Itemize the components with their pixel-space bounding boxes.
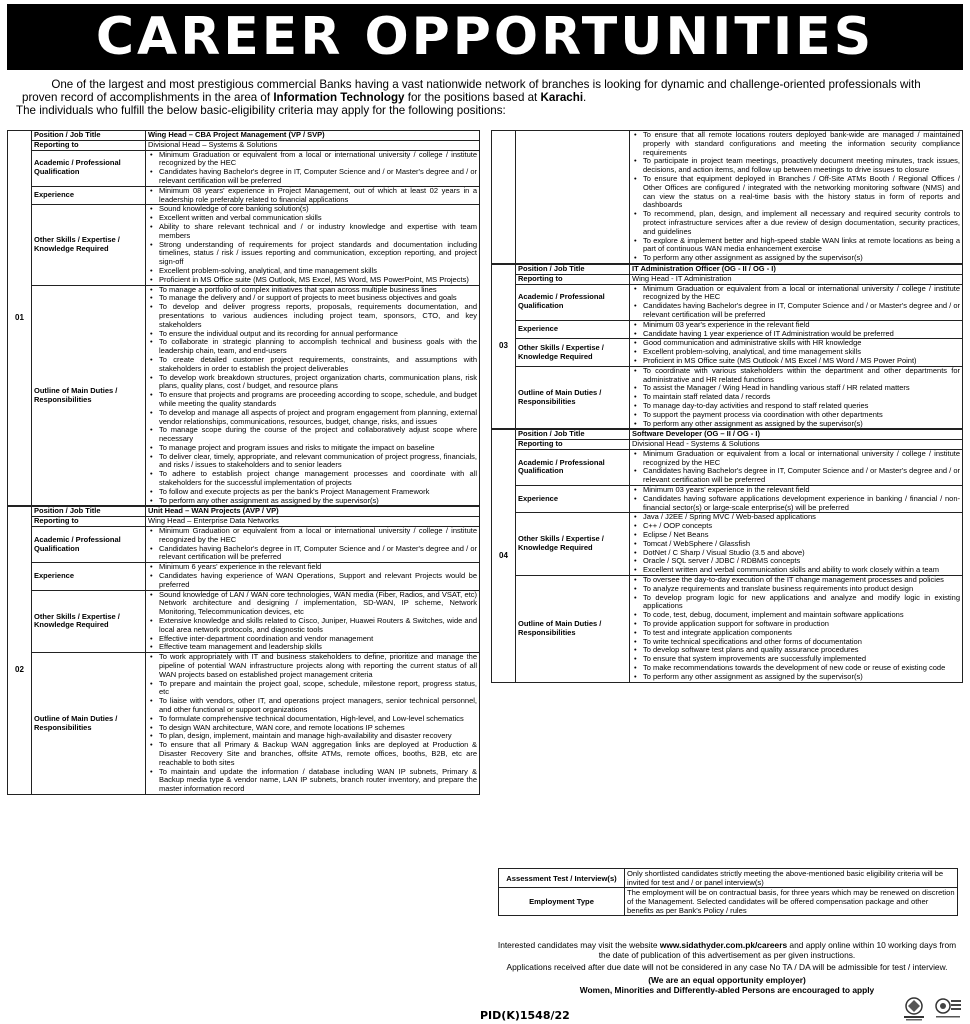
label-academic: Academic / Professional Qualification bbox=[516, 284, 630, 320]
label-duties: Outline of Main Duties / Responsibilities bbox=[516, 576, 630, 683]
list-item: • Minimum 6 years' experience in the relevant field bbox=[148, 563, 477, 572]
academic-list bbox=[148, 527, 477, 562]
list-item: • To manage project and program issues and risks to mitigate the impact on baseline bbox=[148, 444, 477, 453]
list-item: • To manage scope during the course of the project and collaboratively adjust scope where necessary bbox=[148, 426, 477, 444]
position-number: 01 bbox=[8, 131, 32, 506]
label-academic: Academic / Professional Qualification bbox=[516, 449, 630, 485]
label-experience: Experience bbox=[32, 563, 146, 590]
experience-list bbox=[632, 486, 960, 512]
list-item: • To perform any other assignment as assigned by the supervisor(s) bbox=[632, 673, 960, 682]
label-skills: Other Skills / Expertise / Knowledge Required bbox=[516, 513, 630, 576]
list-item: • To develop work breakdown structures, project organization charts, communication plans, risk plans, quality plans, cost / budget, and resource plans bbox=[148, 374, 477, 392]
list-item: • Excellent written and verbal communication skills and ability to work closely within a team bbox=[632, 566, 960, 575]
list-item: • Minimum 03 years' experience in the relevant field bbox=[632, 486, 960, 495]
position-title: Wing Head – CBA Project Management (VP / SVP) bbox=[146, 131, 480, 141]
list-item: • Excellent written and verbal communication skills bbox=[148, 214, 477, 223]
position-table-02 bbox=[7, 506, 480, 795]
list-item: • To develop program logic for new applications and analyze and modify logic in existing applications bbox=[632, 594, 960, 612]
list-item: • To liaise with vendors, other IT, and operations project managers, senior technical personnel, and other functional or support organizations bbox=[148, 697, 477, 715]
list-item: • Candidates having Bachelor's degree in IT, Computer Science and / or Master's degree and / or relevant certification will be preferred bbox=[148, 168, 477, 186]
footer bbox=[492, 940, 962, 995]
list-item: • To oversee the day-to-day execution of the IT change management processes and policies bbox=[632, 576, 960, 585]
list-item: • C++ / OOP concepts bbox=[632, 522, 960, 531]
list-item: • DotNet / C Sharp / Visual Studio (3.5 and above) bbox=[632, 549, 960, 558]
position-number-continued bbox=[492, 131, 516, 264]
list-item: • To create detailed customer project requirements, constraints, and assumptions with stakeholders in order to establish the project deliverables bbox=[148, 356, 477, 374]
list-item: • Minimum Graduation or equivalent from a local or international university / college / institute recognized by the HEC bbox=[148, 151, 477, 169]
list-item: • Tomcat / WebSphere / Glassfish bbox=[632, 540, 960, 549]
label-position: Position / Job Title bbox=[32, 131, 146, 141]
list-item: • To manage the delivery and / or support of projects to meet business objectives and goals bbox=[148, 294, 477, 303]
list-item: • To code, test, debug, document, implement and maintain software applications bbox=[632, 611, 960, 620]
list-item: • To plan, design, implement, maintain and manage high-availability and disaster recovery bbox=[148, 732, 477, 741]
label-academic: Academic / Professional Qualification bbox=[32, 527, 146, 563]
duties-list-continued bbox=[632, 131, 960, 263]
careers-link[interactable]: www.sidathyder.com.pk/careers bbox=[659, 940, 788, 950]
list-item: • To maintain and update the information / database including WAN IP subnets, Primary & Backup media type & vendor name, LAN IP subnets, branch router inventory, and prepare the master information record bbox=[148, 768, 477, 794]
list-item: • To prepare and maintain the project goal, scope, schedule, milestone report, progress status, etc bbox=[148, 680, 477, 698]
list-item: • Excellent problem-solving, analytical, and time management skills bbox=[148, 267, 477, 276]
label-position: Position / Job Title bbox=[32, 507, 146, 517]
page-title: CAREER OPPORTUNITIES bbox=[7, 4, 963, 70]
experience-list bbox=[148, 563, 477, 589]
list-item: • To ensure that all remote locations routers deployed bank-wide are managed / maintained properly with standard configurations and meeting the information security compliance requirements bbox=[632, 131, 960, 157]
list-item: • Excellent problem-solving, analytical, and time management skills bbox=[632, 348, 960, 357]
position-number: 04 bbox=[492, 430, 516, 682]
list-item: • Java / J2EE / Spring MVC / Web-based applications bbox=[632, 513, 960, 522]
skills-list bbox=[148, 591, 477, 653]
right-column bbox=[491, 130, 963, 683]
list-item: • Minimum Graduation or equivalent from a local or international university / college / institute recognized by the HEC bbox=[148, 527, 477, 545]
label-position: Position / Job Title bbox=[516, 264, 630, 274]
list-item: • To collaborate in strategic planning to accomplish technical and business goals with the leadership chain, team, and end-users bbox=[148, 338, 477, 356]
intro bbox=[14, 78, 958, 117]
list-item: • To deliver clear, timely, appropriate, and relevant communication of project progress, financials, and risks / issues to stakeholders and to senior leaders bbox=[148, 453, 477, 471]
academic-list bbox=[632, 285, 960, 320]
list-item: • To make recommendations towards the development of new code or reuse of existing code bbox=[632, 664, 960, 673]
position-number: 03 bbox=[492, 264, 516, 428]
skills-list bbox=[148, 205, 477, 284]
duties-list bbox=[632, 367, 960, 429]
reporting-to: Divisional Head - Systems & Solutions bbox=[630, 440, 963, 450]
position-title: Software Developer (OG – II / OG - I) bbox=[630, 430, 963, 440]
logos bbox=[900, 996, 964, 1022]
list-item: • To ensure that projects and programs are proceeding according to scope, schedule, and budget while meeting the quality standards bbox=[148, 391, 477, 409]
list-item: • To ensure that system improvements are successfully implemented bbox=[632, 655, 960, 664]
list-item: • To ensure that equipment deployed in Branches / Off-Site ATMs Booth / Regional Offices / Other Offices are configured / integrated with the networking monitoring software (NMS) and can view the status on a real-time basis with the history status in form of reports and dashboards bbox=[632, 175, 960, 210]
position-title: IT Administration Officer (OG - II / OG - I) bbox=[630, 264, 963, 274]
list-item: • To recommend, plan, design, and implement all necessary and required security controls to protect infrastructure services after a due review of design documentation, security practices, and guidelines bbox=[632, 210, 960, 236]
intro-line-3: The individuals who fulfill the below basic-eligibility criteria may apply for the following positions: bbox=[16, 104, 506, 117]
assessment-text: Only shortlisted candidates strictly meeting the above-mentioned basic eligibility criteria will be invited for test and / or panel interview(s) bbox=[625, 869, 958, 888]
list-item: • To assist the Manager / Wing Head in handling various staff / HR related matters bbox=[632, 384, 960, 393]
label-duties: Outline of Main Duties / Responsibilities bbox=[32, 285, 146, 506]
list-item: • To participate in project team meetings, proactively document meeting minutes, track issues, decisions, and action items, and follow up between meetings to drive issues to closure bbox=[632, 157, 960, 175]
duties-list bbox=[632, 576, 960, 682]
list-item: • To design WAN architecture, WAN core, and remote locations IP schemes bbox=[148, 724, 477, 733]
list-item: • To perform any other assignment as assigned by the supervisor(s) bbox=[632, 420, 960, 429]
list-item: • To develop and manage all aspects of project and program engagement from planning, external vendor relationships, communications, resources, budget, change, risks, and issues bbox=[148, 409, 477, 427]
label-reporting: Reporting to bbox=[516, 274, 630, 284]
list-item: • Candidates having Bachelor's degree in IT, Computer Science and / or Master's degree and / or relevant certification will be preferred bbox=[148, 545, 477, 563]
list-item: • Candidates having experience of WAN Operations, Support and relevant Projects would be preferred bbox=[148, 572, 477, 590]
list-item: • To formulate comprehensive technical documentation, High-level, and Low-level schematics bbox=[148, 715, 477, 724]
list-item: • Candidates having software applications development experience in banking / financial / non-financial sector(s) or large-scale enterprise(s) will be preferred bbox=[632, 495, 960, 513]
list-item: • To support the payment process via coordination with other departments bbox=[632, 411, 960, 420]
label-skills: Other Skills / Expertise / Knowledge Required bbox=[32, 205, 146, 285]
list-item: • To maintain staff related data / records bbox=[632, 393, 960, 402]
list-item: • Good communication and administrative skills with HR knowledge bbox=[632, 339, 960, 348]
academic-list bbox=[632, 450, 960, 485]
label-reporting: Reporting to bbox=[32, 140, 146, 150]
reporting-to: Wing Head - IT Administration bbox=[630, 274, 963, 284]
label-position: Position / Job Title bbox=[516, 430, 630, 440]
label-skills: Other Skills / Expertise / Knowledge Required bbox=[32, 590, 146, 653]
pid-number: PID(K)1548/22 bbox=[480, 1009, 570, 1022]
list-item: • To work appropriately with IT and business stakeholders to define, prioritize and manage the pipeline of potential WAN infrastructure projects along with reporting the current status of all WAN projects based on established project management criteria bbox=[148, 653, 477, 679]
reporting-to: Wing Head – Enterprise Data Networks bbox=[146, 517, 480, 527]
label-duties: Outline of Main Duties / Responsibilities bbox=[32, 653, 146, 795]
list-item: • To manage a portfolio of complex initiatives that span across multiple business lines bbox=[148, 286, 477, 295]
list-item: • To ensure that all Primary & Backup WAN aggregation links are deployed at Production & Disaster Recovery Site and branches, offsite ATMs, remote offices, booths, B2B, etc are reachable to both sites bbox=[148, 741, 477, 767]
list-item: • Strong understanding of requirements for project standards and documentation including timelines, status / risk / issues reporting and communication, exception reporting, and project sign-off bbox=[148, 241, 477, 267]
terms-table bbox=[498, 868, 958, 916]
skills-list bbox=[632, 339, 960, 365]
equal-opportunity: (We are an equal opportunity employer) bbox=[648, 975, 806, 985]
position-table-02-continued bbox=[491, 130, 963, 264]
list-item: • Minimum 08 years' experience in Project Management, out of which at least 02 years in a leadership role preferably related to financial applications bbox=[148, 187, 477, 205]
experience-list bbox=[148, 187, 477, 205]
position-number: 02 bbox=[8, 507, 32, 795]
label-academic: Academic / Professional Qualification bbox=[32, 150, 146, 186]
label-skills: Other Skills / Expertise / Knowledge Required bbox=[516, 339, 630, 366]
seal-logo bbox=[934, 996, 962, 1022]
list-item: • Eclipse / Net Beans bbox=[632, 531, 960, 540]
label-experience: Experience bbox=[32, 186, 146, 205]
list-item: • To follow and execute projects as per the bank's Project Management Framework bbox=[148, 488, 477, 497]
list-item: • To perform any other assignment as assigned by the supervisor(s) bbox=[148, 497, 477, 506]
list-item: • To test and integrate application components bbox=[632, 629, 960, 638]
list-item: • Ability to share relevant technical and / or industry knowledge and expertise with team members bbox=[148, 223, 477, 241]
left-column bbox=[7, 130, 480, 795]
employment-type-text: The employment will be on contractual basis, for three years which may be renewed on discretion of the Management. Selected candidates will be offered compensation package and other benefits as per Bank's Policy / rules bbox=[625, 888, 958, 916]
list-item: • Candidates having Bachelor's degree in IT, Computer Science and / or Master's degree and / or relevant certification will be preferred bbox=[632, 467, 960, 485]
skills-list bbox=[632, 513, 960, 575]
list-item: • Extensive knowledge and skills related to Cisco, Juniper, Huawei Routers & Switches, wide and local area network protocols, and diagnostic tools bbox=[148, 617, 477, 635]
list-item: • To explore & implement better and high-speed stable WAN links at remote locations as being a part of continuous WAN media enhancement exercise bbox=[632, 237, 960, 255]
list-item: • Effective inter-department coordination and vendor management bbox=[148, 635, 477, 644]
list-item: • Minimum Graduation or equivalent from a local or international university / college / institute recognized by the HEC bbox=[632, 450, 960, 468]
list-item: • Sound knowledge of core banking solution(s) bbox=[148, 205, 477, 214]
list-item: • To coordinate with various stakeholders within the department and other departments for administrative and HR related functions bbox=[632, 367, 960, 385]
list-item: • Candidate having 1 year experience of IT Administration would be preferred bbox=[632, 330, 960, 339]
apply-instructions: Interested candidates may visit the website www.sidathyder.com.pk/careers and apply online within 10 working days from the date of publication of this advertisement as per given instructions. bbox=[497, 940, 957, 960]
emblem-logo bbox=[900, 996, 928, 1022]
intro-line-2: proven record of accomplishments in the area of Information Technology for the positions based at Karachi. bbox=[22, 91, 587, 104]
reporting-to: Divisional Head – Systems & Solutions bbox=[146, 140, 480, 150]
list-item: • To adhere to establish project change management processes and coordinate with all stakeholders for the successful implementation of projects bbox=[148, 470, 477, 488]
experience-list bbox=[632, 321, 960, 339]
duties-list bbox=[148, 653, 477, 794]
label-experience: Experience bbox=[516, 486, 630, 513]
encouragement: Women, Minorities and Differently-abled Persons are encouraged to apply bbox=[579, 985, 875, 995]
intro-line-1: One of the largest and most prestigious commercial Banks having a vast nationwide network of branches is looking for dynamic and challenge-oriented professionals with bbox=[51, 78, 921, 91]
list-item: • To analyze requirements and translate business requirements into product design bbox=[632, 585, 960, 594]
label-reporting: Reporting to bbox=[32, 517, 146, 527]
duties-list bbox=[148, 286, 477, 506]
list-item: • To perform any other assignment as assigned by the supervisor(s) bbox=[632, 254, 960, 263]
list-item: • Candidates having Bachelor's degree in IT, Computer Science and / or Master's degree and / or relevant certification will be preferred bbox=[632, 302, 960, 320]
list-item: • To ensure the individual output and its recording for annual performance bbox=[148, 330, 477, 339]
list-item: • Sound knowledge of LAN / WAN core technologies, WAN media (Fiber, Radios, and VSAT, etc) Network architecture and designing / implementation, SD-WAN, IP scheme, Network Monitoring, Telecommunication devices, etc bbox=[148, 591, 477, 617]
list-item: • Proficient in MS Office suite (MS Outlook / MS Excel / MS Word / MS Power Point) bbox=[632, 357, 960, 366]
list-item: • To provide application support for software in production bbox=[632, 620, 960, 629]
positions-area bbox=[7, 130, 963, 970]
list-item: • To write technical specifications and other forms of documentation bbox=[632, 638, 960, 647]
position-table-04 bbox=[491, 429, 963, 682]
late-applications-note: Applications received after due date will not be considered in any case No TA / DA will be admissible for test / interview. bbox=[506, 962, 948, 972]
list-item: • To develop and deliver progress reports, proposals, requirements documentation, and presentations to various audiences including project team, sponsors, CTO, and key stakeholders bbox=[148, 303, 477, 329]
list-item: • To develop software test plans and quality assurance procedures bbox=[632, 646, 960, 655]
position-title: Unit Head – WAN Projects (AVP / VP) bbox=[146, 507, 480, 517]
assessment-label: Assessment Test / Interview(s) bbox=[499, 869, 625, 888]
label-duties: Outline of Main Duties / Responsibilities bbox=[516, 366, 630, 429]
academic-list bbox=[148, 151, 477, 186]
label-duties-continued bbox=[516, 131, 630, 264]
list-item: • Proficient in MS Office suite (MS Outlook, MS Excel, MS Word, MS PowerPoint, MS Projects) bbox=[148, 276, 477, 285]
list-item: • Effective team management and leadership skills bbox=[148, 643, 477, 652]
list-item: • To manage day-to-day activities and respond to staff related queries bbox=[632, 402, 960, 411]
label-reporting: Reporting to bbox=[516, 440, 630, 450]
list-item: • Minimum Graduation or equivalent from a local or international university / college / institute recognized by the HEC bbox=[632, 285, 960, 303]
position-table-03 bbox=[491, 264, 963, 429]
list-item: • Oracle / SQL server / JDBC / RDBMS concepts bbox=[632, 557, 960, 566]
list-item: • Minimum 03 year's experience in the relevant field bbox=[632, 321, 960, 330]
employment-type-label: Employment Type bbox=[499, 888, 625, 916]
label-experience: Experience bbox=[516, 320, 630, 339]
position-table-01 bbox=[7, 130, 480, 506]
